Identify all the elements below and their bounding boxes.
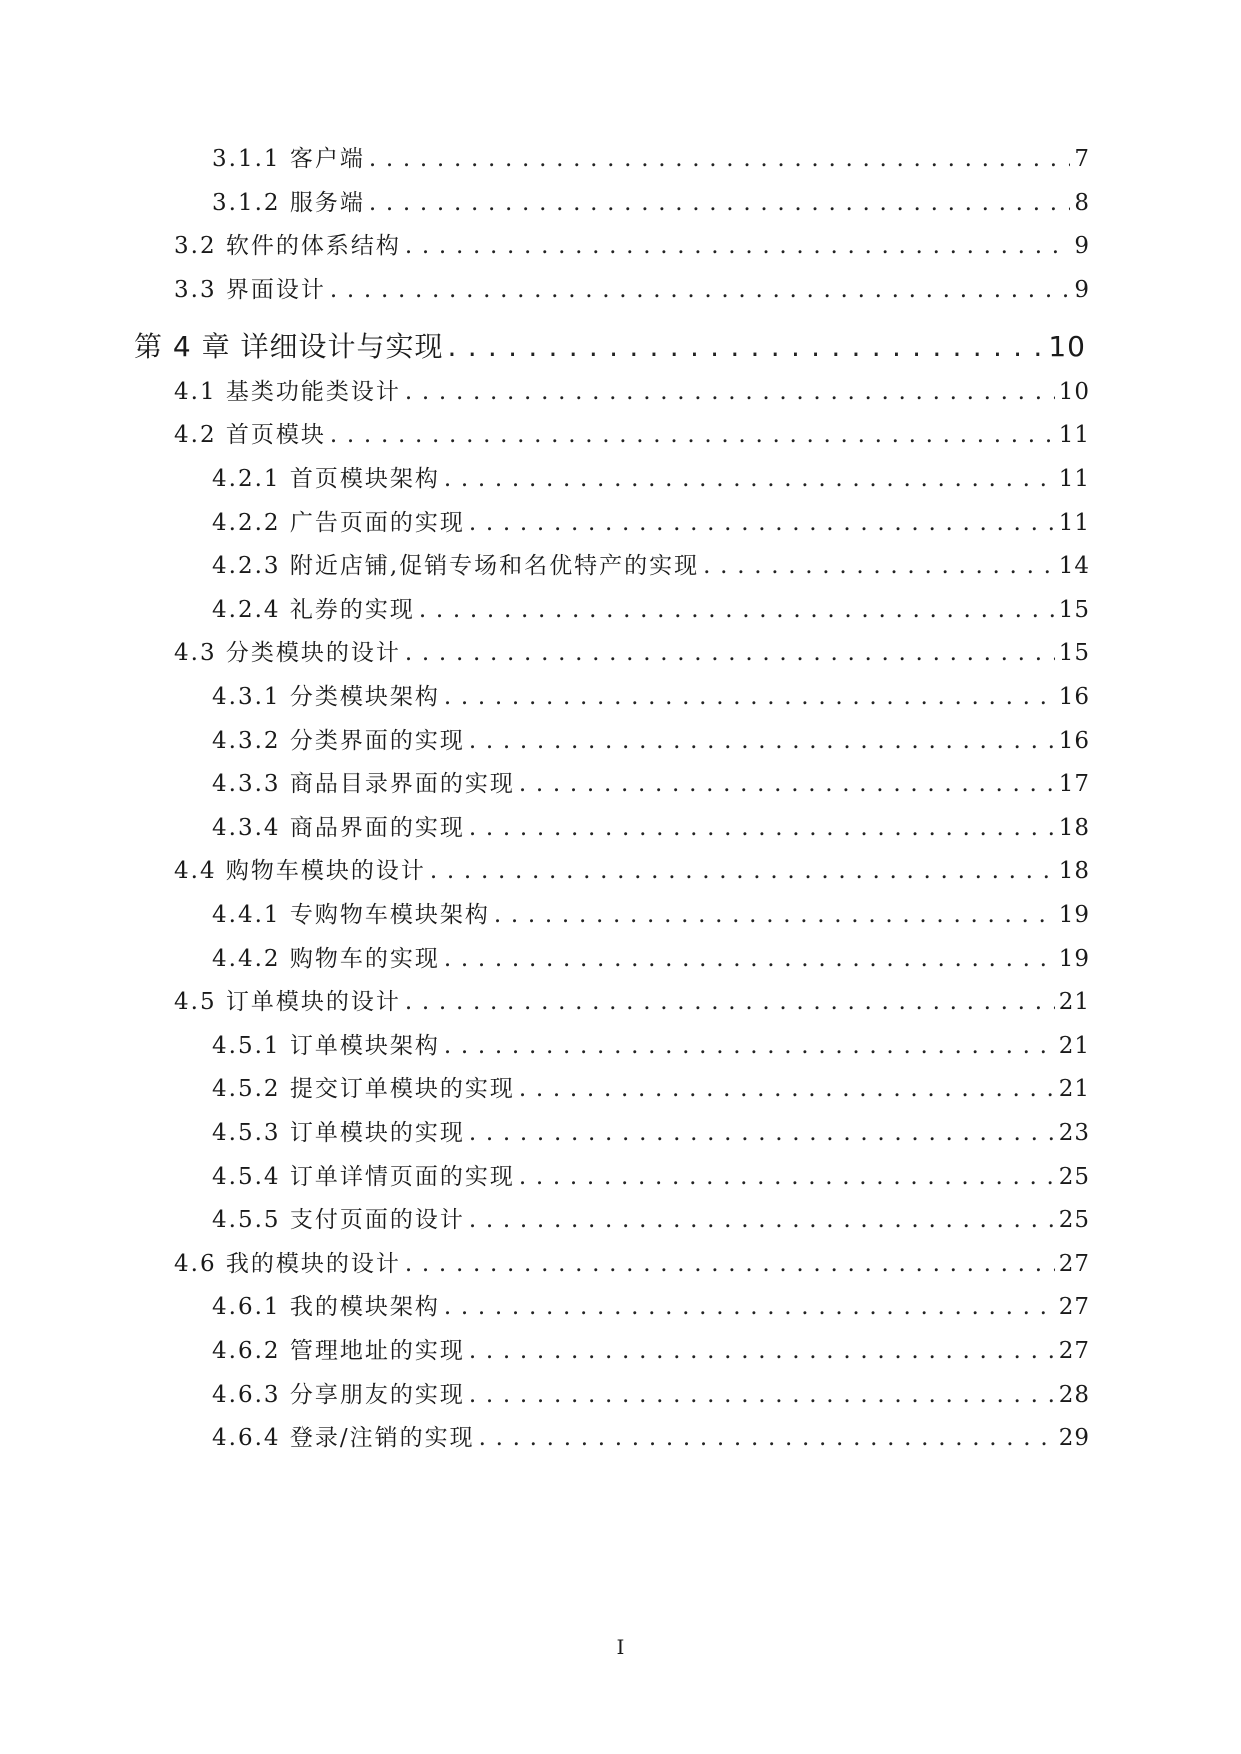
toc-entry-label: 第 4 章 详细设计与实现 <box>134 329 444 363</box>
toc-entry-label: 4.3.2 分类界面的实现 <box>212 727 465 754</box>
toc-entry-label: 4.6.3 分享朋友的实现 <box>212 1381 465 1408</box>
toc-entry[interactable] <box>212 755 1090 799</box>
toc-entry[interactable] <box>212 494 1090 538</box>
toc-entry-page-number: 27 <box>1058 1338 1090 1364</box>
toc-entry-page-number: 19 <box>1058 945 1090 972</box>
toc-entry[interactable] <box>212 581 1090 625</box>
toc-entry-label: 4.5.2 提交订单模块的实现 <box>212 1076 515 1103</box>
toc-leader-dots <box>479 1423 1055 1453</box>
toc-entry-page-number: 19 <box>1058 902 1090 928</box>
toc-entry-label: 4.3.3 商品目录界面的实现 <box>212 771 515 798</box>
toc-leader-dots <box>419 595 1055 625</box>
toc-entry-page-number: 9 <box>1074 276 1090 303</box>
toc-entry-label: 4.2.3 附近店铺,促销专场和名优特产的实现 <box>212 553 700 580</box>
toc-entry[interactable] <box>212 1060 1090 1104</box>
toc-entry-page-number: 21 <box>1058 1032 1090 1059</box>
toc-chapter-entry[interactable] <box>134 312 1086 362</box>
toc-entry-label: 4.2.2 广告页面的实现 <box>212 509 465 536</box>
toc-entry-label: 4.2.1 首页模块架构 <box>212 466 440 492</box>
toc-leader-dots <box>469 813 1055 843</box>
toc-leader-dots <box>444 944 1055 974</box>
toc-leader-dots <box>494 900 1055 930</box>
toc-entry[interactable] <box>174 1235 1090 1279</box>
toc-entry-label: 4.2 首页模块 <box>174 422 326 449</box>
toc-leader-dots <box>330 420 1055 450</box>
toc-leader-dots <box>444 1292 1055 1322</box>
toc-entry-page-number: 25 <box>1058 1207 1090 1234</box>
toc-entry[interactable] <box>212 450 1090 494</box>
toc-entry[interactable] <box>212 1104 1090 1148</box>
toc-entry[interactable] <box>212 1322 1090 1366</box>
toc-entry[interactable] <box>174 363 1090 407</box>
toc-leader-dots <box>519 1162 1055 1192</box>
toc-entry-page-number: 16 <box>1058 684 1090 710</box>
toc-entry-page-number: 9 <box>1074 233 1090 260</box>
toc-entry-label: 4.4.1 专购物车模块架构 <box>212 902 490 928</box>
toc-entry-page-number: 21 <box>1058 1076 1090 1103</box>
toc-leader-dots <box>369 188 1071 218</box>
toc-entry-label: 4.6.2 管理地址的实现 <box>212 1338 465 1364</box>
toc-entry[interactable] <box>212 886 1090 930</box>
toc-entry-label: 3.3 界面设计 <box>174 276 326 303</box>
toc-entry[interactable] <box>212 930 1090 974</box>
toc-leader-dots <box>330 275 1070 305</box>
toc-leader-dots <box>469 1118 1055 1148</box>
toc-leader-dots <box>469 1336 1055 1366</box>
toc-leader-dots <box>703 551 1055 581</box>
toc-entry[interactable] <box>212 174 1090 218</box>
toc-entry-label: 4.6.1 我的模块架构 <box>212 1294 440 1321</box>
toc-leader-dots <box>448 332 1045 362</box>
toc-entry-page-number: 15 <box>1058 596 1090 623</box>
toc-entry-label: 4.5 订单模块的设计 <box>174 989 401 1016</box>
toc-leader-dots <box>469 726 1055 756</box>
toc-leader-dots <box>405 377 1055 407</box>
toc-leader-dots <box>469 1205 1055 1235</box>
toc-entry-page-number: 28 <box>1058 1381 1090 1408</box>
toc-entry-label: 4.4.2 购物车的实现 <box>212 945 440 972</box>
toc-entry-label: 4.4 购物车模块的设计 <box>174 858 426 885</box>
toc-entry-page-number: 27 <box>1058 1250 1090 1277</box>
toc-leader-dots <box>405 987 1055 1017</box>
toc-entry-page-number: 18 <box>1058 858 1090 885</box>
toc-entry-label: 4.6.4 登录/注销的实现 <box>212 1425 475 1452</box>
toc-entry[interactable] <box>174 624 1090 668</box>
toc-entry-label: 4.6 我的模块的设计 <box>174 1250 401 1277</box>
toc-entry-page-number: 11 <box>1058 509 1090 536</box>
page-number: I <box>616 1635 625 1659</box>
toc-entry-label: 4.5.3 订单模块的实现 <box>212 1120 465 1146</box>
toc-entry[interactable] <box>212 537 1090 581</box>
toc-entry-label: 3.2 软件的体系结构 <box>174 233 401 260</box>
toc-entry[interactable] <box>174 973 1090 1017</box>
toc-entry-page-number: 11 <box>1058 466 1090 492</box>
toc-entry-page-number: 29 <box>1058 1425 1090 1452</box>
toc-entry[interactable] <box>212 1366 1090 1410</box>
toc-leader-dots <box>430 856 1055 886</box>
toc-entry-label: 4.1 基类功能类设计 <box>174 378 401 405</box>
toc-entry[interactable] <box>174 261 1090 305</box>
toc-entry-page-number: 10 <box>1058 378 1090 405</box>
toc-entry[interactable] <box>212 1191 1090 1235</box>
toc-entry[interactable] <box>212 668 1090 712</box>
toc-leader-dots <box>519 769 1055 799</box>
toc-leader-dots <box>444 464 1055 494</box>
toc-leader-dots <box>444 682 1055 712</box>
toc-entry-page-number: 18 <box>1058 814 1090 841</box>
toc-entry-label: 4.3 分类模块的设计 <box>174 640 401 667</box>
toc-leader-dots <box>444 1031 1055 1061</box>
toc-entry-page-number: 23 <box>1058 1120 1090 1146</box>
toc-entry-label: 3.1.1 客户端 <box>212 146 365 172</box>
toc-entry[interactable] <box>212 1409 1090 1453</box>
toc-entry-page-number: 11 <box>1058 422 1090 449</box>
toc-entry-page-number: 7 <box>1074 146 1090 172</box>
toc-entry-page-number: 21 <box>1058 989 1090 1016</box>
toc-entry-page-number: 16 <box>1058 727 1090 754</box>
toc-entry-label: 4.3.1 分类模块架构 <box>212 684 440 710</box>
toc-entry[interactable] <box>212 130 1090 174</box>
toc-entry[interactable] <box>212 1278 1090 1322</box>
toc-entry-label: 4.5.4 订单详情页面的实现 <box>212 1163 515 1190</box>
toc-entry-page-number: 14 <box>1058 553 1090 580</box>
toc-leader-dots <box>405 1249 1055 1279</box>
toc-entry[interactable] <box>174 842 1090 886</box>
toc-leader-dots <box>469 508 1055 538</box>
toc-leader-dots <box>405 638 1055 668</box>
toc-entry[interactable] <box>212 799 1090 843</box>
toc-leader-dots <box>369 144 1071 174</box>
toc-entry[interactable] <box>174 406 1090 450</box>
toc-entry[interactable] <box>174 217 1090 261</box>
toc-entry[interactable] <box>212 1017 1090 1061</box>
toc-entry-label: 3.1.2 服务端 <box>212 189 365 216</box>
toc-entry-label: 4.5.1 订单模块架构 <box>212 1032 440 1059</box>
toc-entry-label: 4.5.5 支付页面的设计 <box>212 1207 465 1234</box>
toc-leader-dots <box>519 1074 1055 1104</box>
toc-entry-page-number: 27 <box>1058 1294 1090 1321</box>
toc-entry-page-number: 17 <box>1058 771 1090 798</box>
toc-entry[interactable] <box>212 712 1090 756</box>
toc-entry-label: 4.2.4 礼券的实现 <box>212 596 415 623</box>
toc-entry-page-number: 10 <box>1048 329 1086 363</box>
toc-entry-page-number: 15 <box>1058 640 1090 667</box>
toc-leader-dots <box>405 231 1070 261</box>
toc-leader-dots <box>469 1380 1055 1410</box>
toc-entry[interactable] <box>212 1148 1090 1192</box>
toc-entry-label: 4.3.4 商品界面的实现 <box>212 814 465 841</box>
toc-entry-page-number: 8 <box>1074 189 1090 216</box>
toc-entry-page-number: 25 <box>1058 1163 1090 1190</box>
